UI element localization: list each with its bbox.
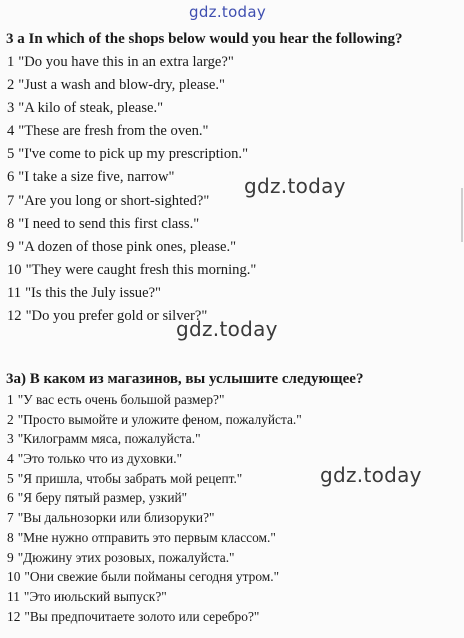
item-number: 1 — [7, 54, 15, 70]
item-number: 6 — [7, 490, 14, 506]
item-number: 6 — [7, 169, 15, 186]
item-text: "A kilo of steak, please." — [18, 100, 164, 117]
list-item — [0, 429, 302, 449]
item-number: 8 — [7, 529, 14, 545]
list-item — [0, 213, 256, 236]
item-text: "Килограмм мяса, пожалуйста." — [17, 431, 201, 447]
list-item — [0, 51, 256, 74]
list-item — [0, 508, 302, 528]
item-text: "I take a size five, narrow" — [18, 169, 175, 186]
item-text: "Do you prefer gold or silver?" — [25, 308, 208, 325]
item-text: "Вы предпочитаете золото или серебро?" — [24, 608, 260, 624]
item-number: 10 — [7, 261, 22, 278]
item-text: "Просто вымойте и уложите феном, пожалуйста." — [17, 411, 302, 427]
list-item — [0, 587, 302, 607]
item-text: "Just a wash and blow-dry, please." — [18, 77, 226, 94]
item-text: "Are you long or short-sighted?" — [18, 192, 210, 209]
list-item — [0, 607, 302, 627]
list-item — [0, 410, 302, 430]
item-number: 4 — [7, 123, 15, 140]
item-number: 7 — [7, 192, 15, 209]
item-number: 10 — [7, 569, 21, 585]
item-text: "They were caught fresh this morning." — [25, 261, 257, 278]
list-item — [0, 528, 302, 548]
watermark-top: gdz.today — [189, 3, 267, 21]
list-item — [0, 190, 256, 213]
watermark-1: gdz.today — [244, 174, 346, 198]
list-item — [0, 166, 256, 189]
list-item — [0, 259, 256, 282]
item-text: "Мне нужно отправить это первым классом." — [17, 529, 276, 545]
list-item — [0, 469, 302, 489]
list-item — [0, 74, 256, 97]
item-number: 2 — [7, 411, 14, 427]
item-number: 5 — [7, 470, 14, 486]
item-text: "У вас есть очень большой размер?" — [17, 392, 225, 407]
item-text: "I need to send this first class." — [18, 215, 200, 232]
english-heading: 3 a In which of the shops below would you hear the following? — [6, 31, 403, 47]
list-item — [0, 120, 256, 143]
list-item — [0, 488, 302, 508]
item-number: 12 — [7, 308, 22, 325]
list-item — [0, 97, 256, 120]
list-item — [0, 449, 302, 469]
item-text: "Я беру пятый размер, узкий" — [17, 490, 188, 506]
item-text: "Вы дальнозорки или близоруки?" — [17, 510, 215, 526]
russian-heading: 3а) В каком из магазинов, вы услышите следующее? — [6, 371, 364, 387]
item-text: "Дюжину этих розовых, пожалуйста." — [17, 549, 235, 565]
list-item — [0, 143, 256, 166]
item-number: 11 — [7, 588, 20, 604]
scan-edge-mark — [461, 188, 463, 242]
item-number: 3 — [7, 100, 15, 117]
item-number: 12 — [7, 608, 21, 624]
item-number: 8 — [7, 215, 15, 232]
item-text: "Do you have this in an extra large?" — [18, 54, 234, 70]
list-item — [0, 567, 302, 587]
english-question-list — [0, 51, 256, 328]
watermark-2: gdz.today — [176, 317, 278, 341]
item-text: "Это июльский выпуск?" — [23, 588, 167, 604]
item-number: 11 — [7, 284, 22, 301]
list-item — [0, 236, 256, 259]
item-number: 4 — [7, 451, 14, 467]
item-number: 9 — [7, 238, 15, 255]
russian-question-list — [0, 390, 302, 626]
item-text: "Это только что из духовки." — [17, 451, 183, 467]
item-number: 5 — [7, 146, 15, 163]
list-item — [0, 548, 302, 568]
item-text: "I've come to pick up my prescription." — [18, 146, 249, 163]
item-text: "These are fresh from the oven." — [18, 123, 209, 140]
item-text: "Они свежие были пойманы сегодня утром." — [24, 569, 280, 585]
item-number: 9 — [7, 549, 14, 565]
list-item — [0, 390, 302, 410]
item-text: "A dozen of those pink ones, please." — [18, 238, 237, 255]
list-item — [0, 282, 256, 305]
item-number: 7 — [7, 510, 14, 526]
item-text: "Я пришла, чтобы забрать мой рецепт." — [17, 470, 243, 486]
item-number: 2 — [7, 77, 15, 94]
item-number: 3 — [7, 431, 14, 447]
watermark-3: gdz.today — [320, 463, 422, 487]
item-text: "Is this the July issue?" — [25, 284, 162, 301]
item-number: 1 — [7, 392, 14, 407]
